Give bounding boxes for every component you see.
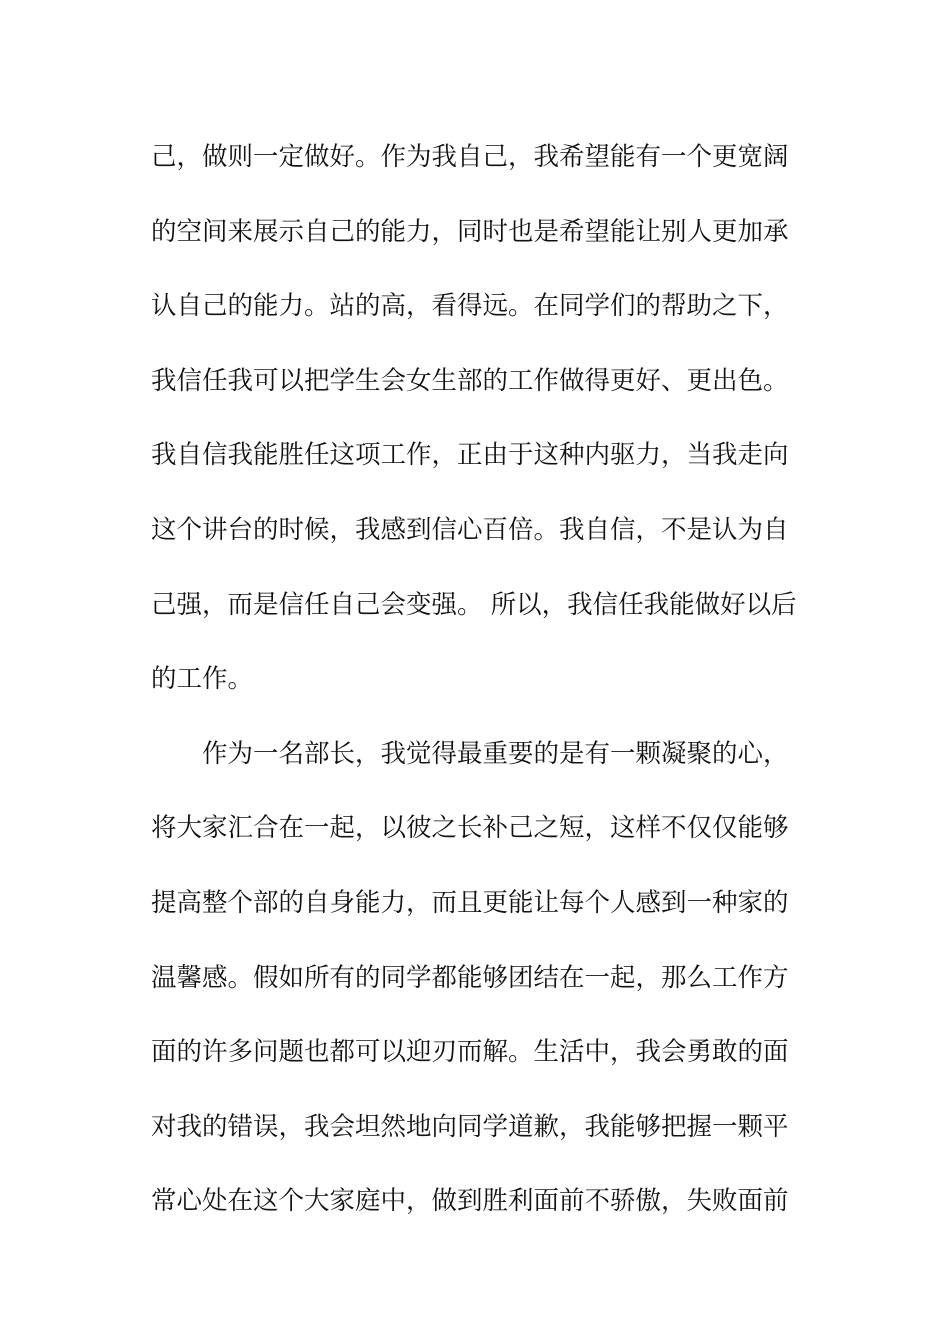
text-line: 我信任我可以把学生会女生部的工作做得更好、更出色。 xyxy=(151,365,789,396)
text-line: 常心处在这个大家庭中，做到胜利面前不骄傲，失败面前 xyxy=(151,1186,789,1217)
text-line: 认自己的能力。站的高，看得远。在同学们的帮助之下， xyxy=(151,291,789,322)
text-line: 面的许多问题也都可以迎刃而解。生活中，我会勇敢的面 xyxy=(151,1037,789,1068)
text-line: 作为一名部长，我觉得最重要的是有一颗凝聚的心， xyxy=(151,738,789,769)
text-line: 己，做则一定做好。作为我自己，我希望能有一个更宽阔 xyxy=(151,142,789,172)
text-line: 提高整个部的自身能力，而且更能让每个人感到一种家的 xyxy=(151,887,789,918)
text-line: 我自信我能胜任这项工作，正由于这种内驱力，当我走向 xyxy=(151,440,789,471)
text-line: 对我的错误，我会坦然地向同学道歉，我能够把握一颗平 xyxy=(151,1111,789,1142)
text-line: 温馨感。假如所有的同学都能够团结在一起，那么工作方 xyxy=(151,962,789,993)
text-line: 的空间来展示自己的能力，同时也是希望能让别人更加承 xyxy=(151,216,789,247)
text-line: 己强，而是信任自己会变强。 所以，我信任我能做好以后 xyxy=(151,589,797,620)
document-body xyxy=(151,120,811,1239)
text-line: 将大家汇合在一起，以彼之长补己之短，这样不仅仅能够 xyxy=(151,813,789,844)
text-line: 这个讲台的时候，我感到信心百倍。我自信，不是认为自 xyxy=(151,514,789,545)
text-line: 的工作。 xyxy=(151,664,254,695)
